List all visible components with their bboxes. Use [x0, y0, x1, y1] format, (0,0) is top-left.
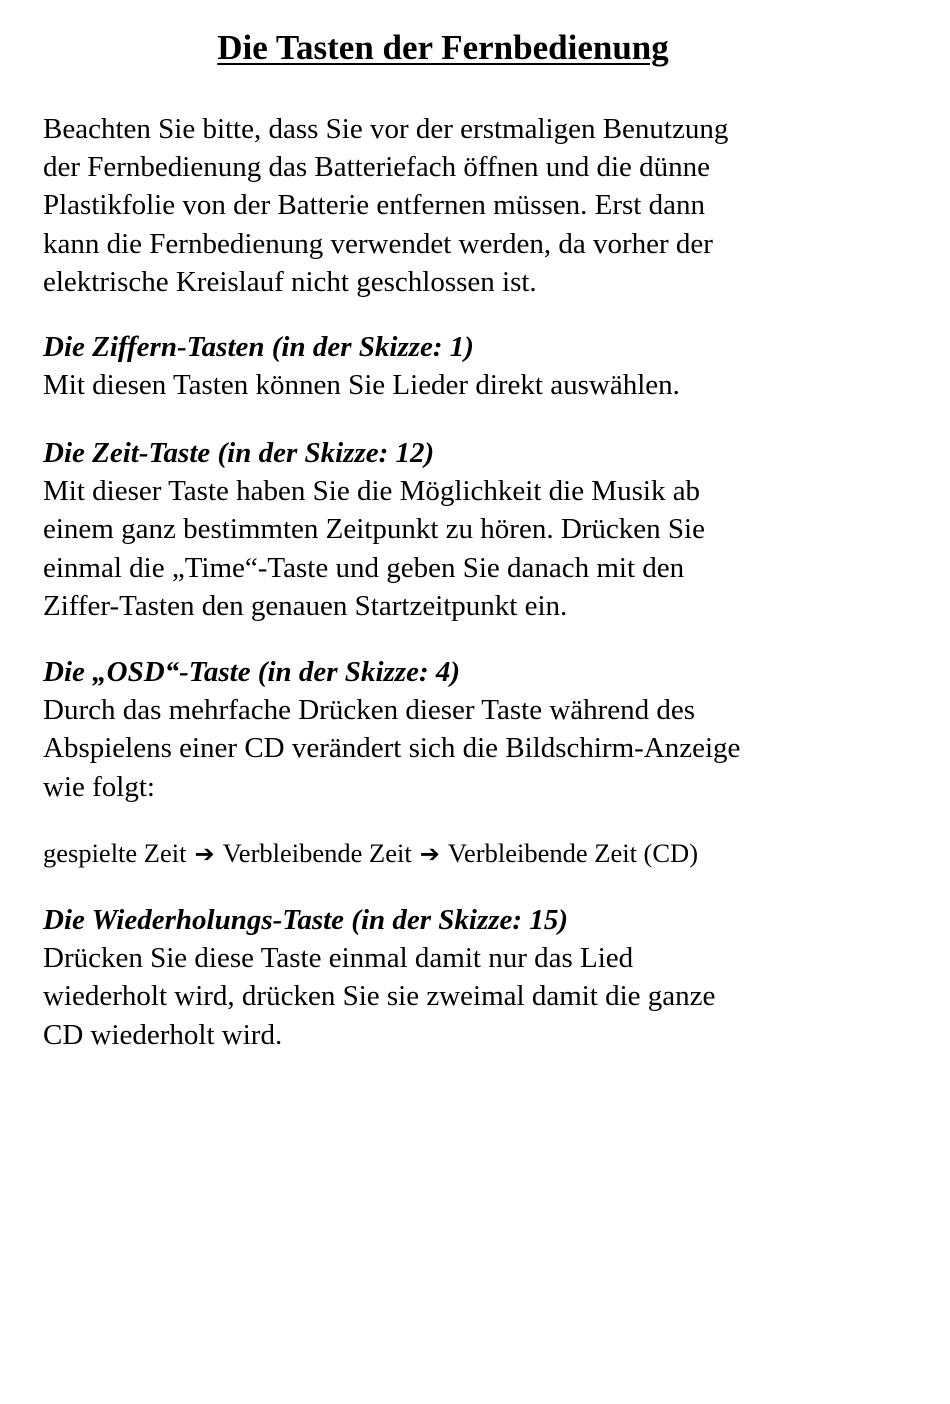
display-sequence [43, 836, 698, 871]
section-heading: Die „OSD“-Taste (in der Skizze: 4) [43, 656, 461, 688]
section-heading: Die Wiederholungs-Taste (in der Skizze: 15) [43, 904, 568, 936]
page-title: Die Tasten der Fernbedienung [217, 28, 669, 67]
intro-line: Plastikfolie von der Batterie entfernen müssen. Erst dann [43, 189, 705, 222]
section-line: einem ganz bestimmten Zeitpunkt zu hören. Drücken Sie [43, 513, 705, 546]
section-zeit-taste [43, 434, 903, 625]
section-heading: Die Zeit-Taste (in der Skizze: 12) [43, 437, 435, 469]
sequence-step: gespielte Zeit [43, 838, 187, 868]
section-line: Drücken Sie diese Taste einmal damit nur das Lied [43, 942, 634, 975]
arrow-right-icon: ➔ [194, 840, 215, 868]
section-line: CD wiederholt wird. [43, 1018, 283, 1051]
section-line: Durch das mehrfache Drücken dieser Taste während des [43, 694, 696, 727]
section-line: Mit dieser Taste haben Sie die Möglichkeit die Musik ab [43, 475, 701, 508]
section-osd-taste [43, 653, 903, 806]
intro-line: Beachten Sie bitte, dass Sie vor der erstmaligen Benutzung [43, 113, 729, 145]
section-line: wiederholt wird, drücken Sie sie zweimal damit die ganze [43, 980, 716, 1013]
section-wiederholungs-taste [43, 901, 903, 1054]
intro-line: der Fernbedienung das Batteriefach öffnen und die dünne [43, 151, 711, 184]
intro-line: kann die Fernbedienung verwendet werden, da vorher der [43, 227, 713, 260]
intro-paragraph [43, 110, 903, 301]
arrow-right-icon: ➔ [419, 840, 440, 868]
section-line: wie folgt: [43, 770, 155, 803]
sequence-step: Verbleibende Zeit [222, 838, 412, 868]
section-line: Abspielens einer CD verändert sich die Bildschirm-Anzeige [43, 732, 741, 765]
section-ziffern-tasten [43, 328, 903, 404]
intro-line: elektrische Kreislauf nicht geschlossen ist. [43, 265, 537, 298]
section-line: Ziffer-Tasten den genauen Startzeitpunkt ein. [43, 589, 568, 622]
section-heading: Die Ziffern-Tasten (in der Skizze: 1) [43, 331, 474, 363]
section-line: Mit diesen Tasten können Sie Lieder direkt auswählen. [43, 369, 680, 402]
section-line: einmal die „Time“-Taste und geben Sie danach mit den [43, 551, 685, 584]
sequence-step: Verbleibende Zeit (CD) [447, 838, 699, 868]
